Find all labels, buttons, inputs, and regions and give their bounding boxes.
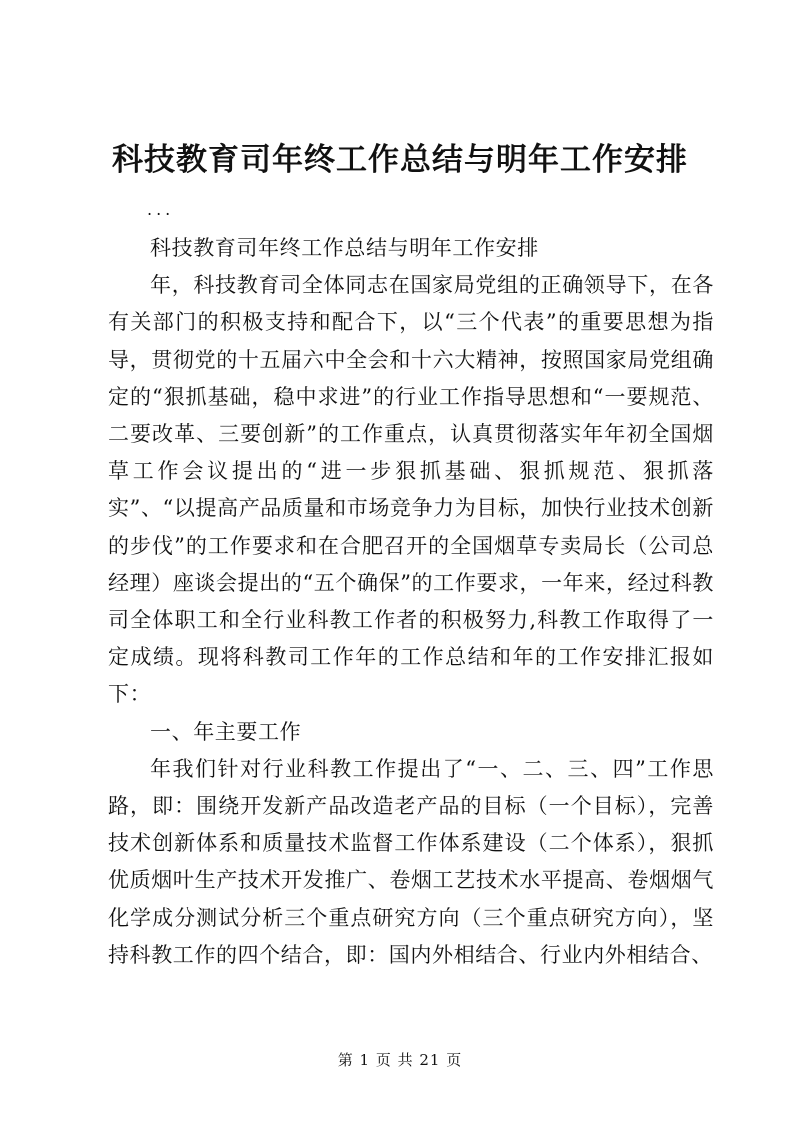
document-title: 科技教育司年终工作总结与明年工作安排 — [112, 142, 688, 178]
paragraph-intro: 年，科技教育司全体同志在国家局党组的正确领导下，在各有关部门的积极支持和配合下，以“三个代表”的重要思想为指导，贯彻党的十五届六中全会和十六大精神，按照国家局党组确定的“狠抓基础，稳中求进”的行业工作指导思想和“一要规范、二要改革、三要创新”的工作重点，认真贯彻落实年年初全国烟草工作会议提出的“进一步狠抓基础、狠抓规范、狠抓落实”、“以提高产品质量和市场竞争力为目标，加快行业技术创新的步伐”的工作要求和在合肥召开的全国烟草专卖局长（公司总经理）座谈会提出的“五个确保”的工作要求，一年来，经过科教司全体职工和全行业科教工作者的积极努力,科教工作取得了一定成绩。现将科教司工作年的工作总结和年的工作安排汇报如下： — [108, 273, 714, 707]
paragraph-work-ideas: 年我们针对行业科教工作提出了“一、二、三、四”工作思路，即：围绕开发新产品改造老产品的目标（一个目标），完善技术创新体系和质量技术监督工作体系建设（二个体系），狠抓优质烟叶生产技术开发推广、卷烟工艺技术水平提高、卷烟烟气化学成分测试分析三个重点研究方向（三个重点研究方向），坚持科教工作的四个结合，即：国内外相结合、行业内外相结合、 — [108, 756, 714, 967]
document-body — [108, 230, 714, 974]
page-number-footer: 第 1 页 共 21 页 — [337, 1051, 463, 1069]
section-heading: 一、年主要工作 — [150, 719, 302, 744]
paragraph-subtitle: 科技教育司年终工作总结与明年工作安排 — [150, 236, 539, 260]
ellipsis-marker: ... — [147, 200, 175, 219]
